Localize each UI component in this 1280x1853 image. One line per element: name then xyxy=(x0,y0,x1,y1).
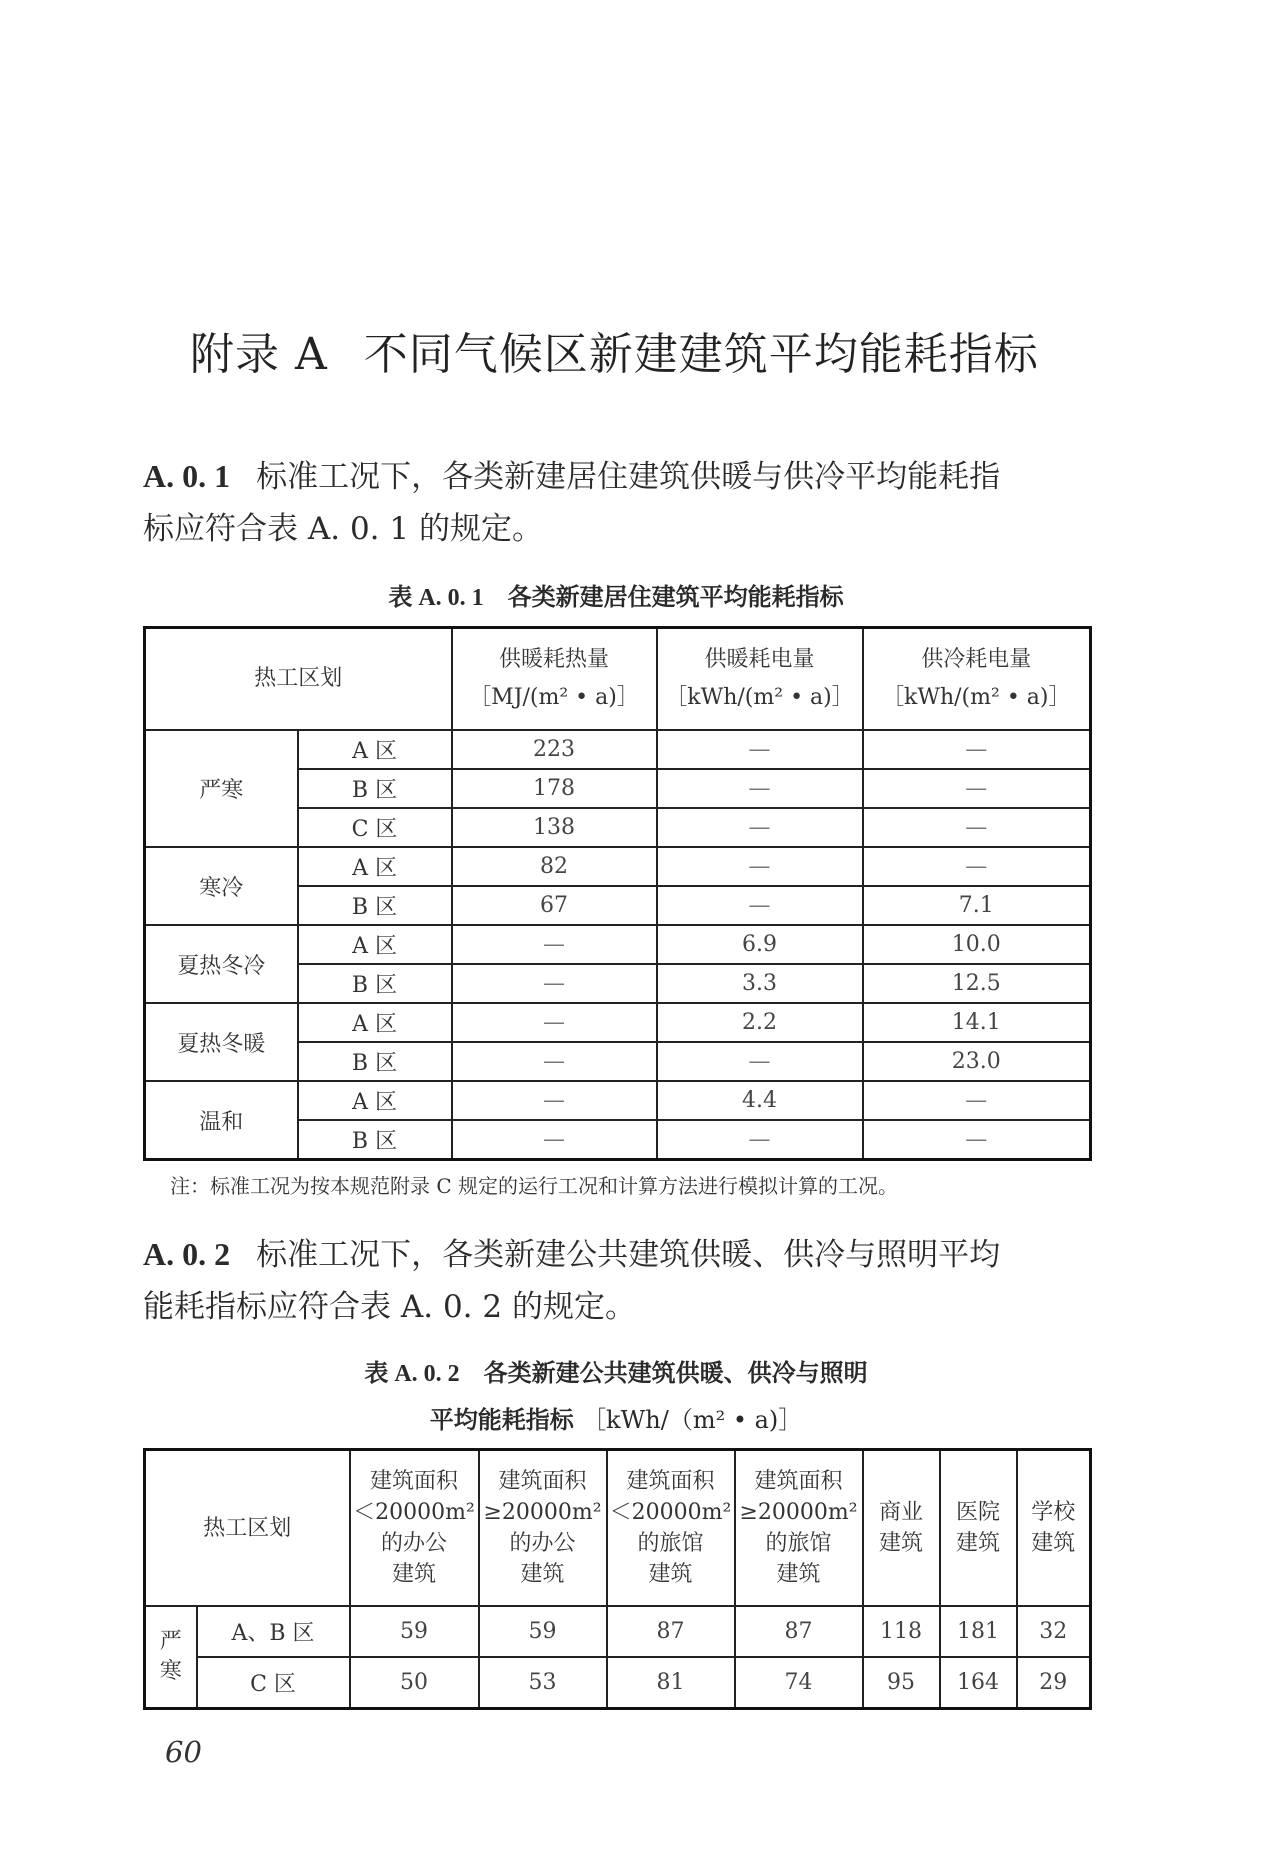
header-line: 建筑面积 xyxy=(754,1469,843,1494)
header-line: 建筑面积 xyxy=(370,1469,459,1494)
header-cooling-electricity-name: 供冷耗电量 xyxy=(921,647,1032,672)
heating-electricity-value: — xyxy=(657,1120,863,1160)
header-building-type xyxy=(350,1450,479,1607)
header-line: 建筑 xyxy=(776,1562,821,1587)
header-line: 建筑面积 xyxy=(626,1469,715,1494)
table-a01-caption xyxy=(143,577,1089,612)
header-line: ≥20000m² xyxy=(483,1500,602,1525)
cooling-electricity-value: — xyxy=(863,769,1091,808)
header-line: 建筑 xyxy=(956,1531,1001,1556)
clause-a01 xyxy=(143,450,1093,555)
cooling-electricity-value: — xyxy=(863,847,1091,886)
appendix-title-prefix: 附录 A xyxy=(190,329,328,380)
zone-group-name: 夏热冬冷 xyxy=(145,925,298,1003)
header-building-type xyxy=(940,1450,1017,1607)
energy-value: 53 xyxy=(479,1657,607,1709)
header-line: ＜20000m² xyxy=(353,1500,475,1525)
subzone-name: B 区 xyxy=(298,1042,452,1081)
subzone-name: A 区 xyxy=(298,730,452,769)
subzone-name: B 区 xyxy=(298,964,452,1003)
cooling-electricity-value: — xyxy=(863,808,1091,847)
table-a02-caption-title-2: 平均能耗指标 xyxy=(429,1406,574,1434)
zone-group-name: 严寒 xyxy=(145,730,298,847)
table-row xyxy=(145,1657,1091,1709)
energy-value: 181 xyxy=(940,1606,1017,1657)
header-heating-heat-unit: ［MJ/(m² • a)］ xyxy=(469,685,639,710)
header-zone: 热工区划 xyxy=(145,628,452,731)
clause-a02-line2: 能耗指标应符合表 A. 0. 2 的规定。 xyxy=(143,1289,636,1325)
heating-electricity-value: 2.2 xyxy=(657,1003,863,1042)
energy-value: 95 xyxy=(863,1657,940,1709)
subzone-name: B 区 xyxy=(298,886,452,925)
clause-a01-number: A. 0. 1 xyxy=(143,458,231,494)
heating-heat-value: 67 xyxy=(452,886,657,925)
heating-electricity-value: — xyxy=(657,769,863,808)
subzone-name: A 区 xyxy=(298,1003,452,1042)
energy-value: 59 xyxy=(350,1606,479,1657)
header-line: 学校 xyxy=(1031,1500,1076,1525)
table-a02 xyxy=(143,1448,1092,1710)
table-a02-header-row xyxy=(145,1450,1091,1607)
header-line: 建筑 xyxy=(1031,1531,1076,1556)
table-row xyxy=(145,847,1091,886)
header-line: 的旅馆 xyxy=(637,1531,704,1556)
energy-value: 164 xyxy=(940,1657,1017,1709)
header-building-type xyxy=(863,1450,940,1607)
heating-electricity-value: — xyxy=(657,730,863,769)
table-row xyxy=(145,730,1091,769)
table-row xyxy=(145,1003,1091,1042)
table-a02-caption-number: 表 A. 0. 2 xyxy=(364,1361,460,1387)
clause-a02 xyxy=(143,1228,1093,1333)
header-line: ≥20000m² xyxy=(739,1500,858,1525)
energy-value: 50 xyxy=(350,1657,479,1709)
zone-group-char: 严 xyxy=(159,1629,182,1654)
heating-heat-value: — xyxy=(452,1003,657,1042)
heating-heat-value: — xyxy=(452,1120,657,1160)
table-a02-caption-line2 xyxy=(143,1400,1089,1435)
subzone-name: B 区 xyxy=(298,769,452,808)
header-heating-heat-name: 供暖耗热量 xyxy=(499,647,610,672)
page-number: 60 xyxy=(165,1735,202,1769)
heating-electricity-value: — xyxy=(657,886,863,925)
subzone-name: A、B 区 xyxy=(197,1606,350,1657)
cooling-electricity-value: 7.1 xyxy=(863,886,1091,925)
zone-group-name: 温和 xyxy=(145,1081,298,1160)
heating-electricity-value: 6.9 xyxy=(657,925,863,964)
subzone-name: A 区 xyxy=(298,925,452,964)
header-line: 建筑 xyxy=(648,1562,693,1587)
appendix-title-text: 不同气候区新建建筑平均能耗指标 xyxy=(363,329,1039,380)
energy-value: 81 xyxy=(607,1657,735,1709)
table-row xyxy=(145,1606,1091,1657)
energy-value: 59 xyxy=(479,1606,607,1657)
cooling-electricity-value: 14.1 xyxy=(863,1003,1091,1042)
header-cooling-electricity-unit: ［kWh/(m² • a)］ xyxy=(882,685,1071,710)
table-a02-caption-line1 xyxy=(143,1353,1089,1388)
zone-group-name xyxy=(145,1606,197,1709)
heating-heat-value: — xyxy=(452,925,657,964)
energy-value: 118 xyxy=(863,1606,940,1657)
clause-a01-line1: 标准工况下，各类新建居住建筑供暖与供冷平均能耗指 xyxy=(256,459,1001,495)
heating-electricity-value: 3.3 xyxy=(657,964,863,1003)
table-a01-caption-number: 表 A. 0. 1 xyxy=(388,585,484,611)
zone-group-char: 寒 xyxy=(159,1659,182,1684)
header-line: 建筑 xyxy=(520,1562,565,1587)
header-building-type xyxy=(1017,1450,1091,1607)
header-cooling-electricity xyxy=(863,628,1091,731)
table-a01-note: 注：标准工况为按本规范附录 C 规定的运行工况和计算方法进行模拟计算的工况。 xyxy=(170,1174,899,1198)
heating-electricity-value: — xyxy=(657,1042,863,1081)
subzone-name: C 区 xyxy=(298,808,452,847)
clause-a01-line2: 标应符合表 A. 0. 1 的规定。 xyxy=(143,511,543,547)
heating-heat-value: — xyxy=(452,964,657,1003)
header-heating-electricity-unit: ［kWh/(m² • a)］ xyxy=(665,685,854,710)
table-a02-caption-title-1: 各类新建公共建筑供暖、供冷与照明 xyxy=(483,1359,868,1387)
header-line: 的办公 xyxy=(509,1531,576,1556)
heating-heat-value: 138 xyxy=(452,808,657,847)
heating-heat-value: 178 xyxy=(452,769,657,808)
header-line: 建筑 xyxy=(879,1531,924,1556)
energy-value: 29 xyxy=(1017,1657,1091,1709)
heating-electricity-value: — xyxy=(657,808,863,847)
cooling-electricity-value: 23.0 xyxy=(863,1042,1091,1081)
header-line: 建筑面积 xyxy=(498,1469,587,1494)
energy-value: 87 xyxy=(735,1606,863,1657)
subzone-name: A 区 xyxy=(298,1081,452,1120)
heating-electricity-value: 4.4 xyxy=(657,1081,863,1120)
table-a01 xyxy=(143,626,1092,1161)
header-heating-electricity-name: 供暖耗电量 xyxy=(704,647,815,672)
heating-heat-value: — xyxy=(452,1042,657,1081)
heating-electricity-value: — xyxy=(657,847,863,886)
heating-heat-value: — xyxy=(452,1081,657,1120)
header-building-type xyxy=(479,1450,607,1607)
clause-a02-line1: 标准工况下，各类新建公共建筑供暖、供冷与照明平均 xyxy=(256,1237,1001,1273)
cooling-electricity-value: — xyxy=(863,1120,1091,1160)
zone-group-name: 夏热冬暖 xyxy=(145,1003,298,1081)
table-a02-caption-unit: ［kWh/（m² • a)］ xyxy=(582,1406,803,1434)
header-line: ＜20000m² xyxy=(609,1500,732,1525)
header-zone: 热工区划 xyxy=(145,1450,350,1607)
table-row xyxy=(145,1081,1091,1120)
appendix-title xyxy=(190,318,1039,382)
heating-heat-value: 82 xyxy=(452,847,657,886)
subzone-name: B 区 xyxy=(298,1120,452,1160)
zone-group-name: 寒冷 xyxy=(145,847,298,925)
clause-a02-number: A. 0. 2 xyxy=(143,1236,231,1272)
table-a01-header-row xyxy=(145,628,1091,731)
heating-heat-value: 223 xyxy=(452,730,657,769)
header-heating-heat xyxy=(452,628,657,731)
subzone-name: A 区 xyxy=(298,847,452,886)
header-line: 的旅馆 xyxy=(765,1531,832,1556)
energy-value: 87 xyxy=(607,1606,735,1657)
subzone-name: C 区 xyxy=(197,1657,350,1709)
cooling-electricity-value: 10.0 xyxy=(863,925,1091,964)
table-a01-caption-title: 各类新建居住建筑平均能耗指标 xyxy=(507,583,844,611)
header-line: 的办公 xyxy=(381,1531,448,1556)
header-heating-electricity xyxy=(657,628,863,731)
table-row xyxy=(145,925,1091,964)
header-building-type xyxy=(607,1450,735,1607)
header-line: 商业 xyxy=(879,1500,924,1525)
header-line: 建筑 xyxy=(392,1562,437,1587)
energy-value: 74 xyxy=(735,1657,863,1709)
cooling-electricity-value: — xyxy=(863,730,1091,769)
header-line: 医院 xyxy=(956,1500,1001,1525)
header-building-type xyxy=(735,1450,863,1607)
cooling-electricity-value: — xyxy=(863,1081,1091,1120)
cooling-electricity-value: 12.5 xyxy=(863,964,1091,1003)
energy-value: 32 xyxy=(1017,1606,1091,1657)
